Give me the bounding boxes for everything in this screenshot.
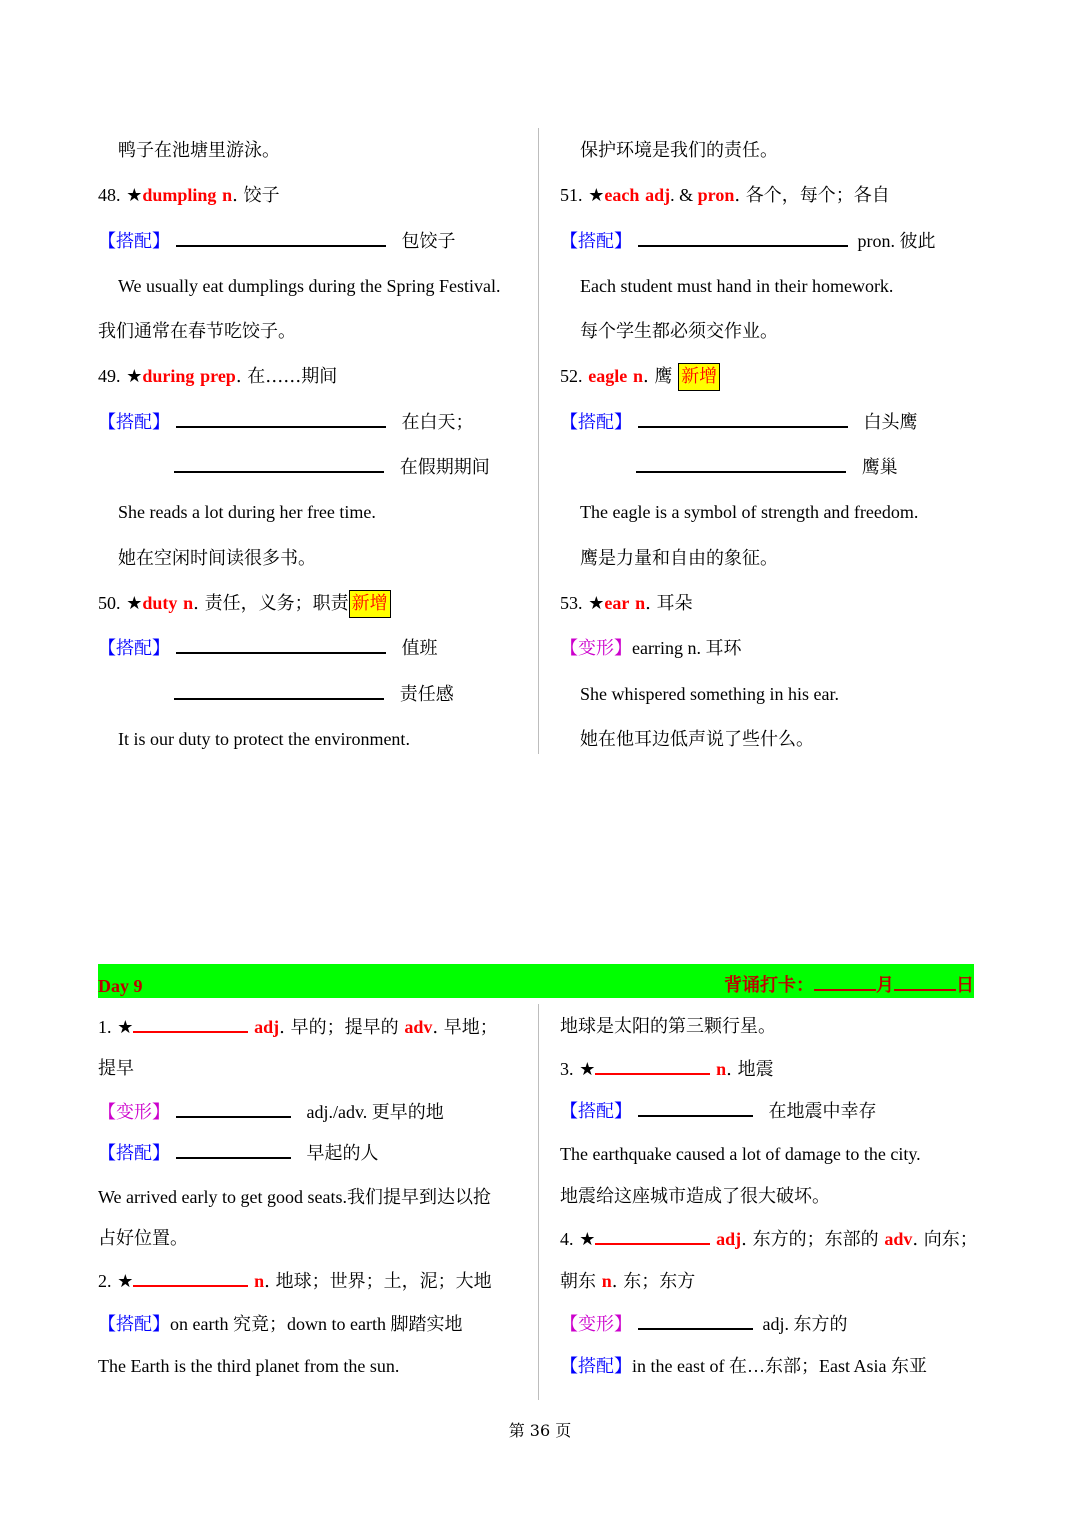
headword-blank[interactable] [133, 1269, 248, 1287]
answer-blank[interactable] [638, 1312, 753, 1330]
collocation-tag: 【搭配】 [98, 230, 170, 252]
example-english: The earthquake caused a lot of damage to the city. [560, 1144, 921, 1165]
part-of-speech: n [601, 1271, 612, 1292]
collocation-tag: 【搭配】 [560, 1100, 632, 1122]
entry-number: 52. [560, 366, 583, 387]
meaning: . 东方的；东部的 [741, 1228, 879, 1250]
word-entry-east [560, 1218, 1000, 1260]
part-of-speech: adj [254, 1017, 280, 1037]
answer-blank[interactable] [176, 410, 386, 428]
example-english: It is our duty to protect the environment. [118, 728, 410, 749]
example-chinese: 保护环境是我们的责任。 [580, 140, 778, 161]
word-form: adj./adv. 更早的地 [306, 1101, 444, 1122]
example-chinese: 地球是太阳的第三颗行星。 [560, 1016, 776, 1037]
headword: eagle [588, 366, 628, 387]
collocation-tag: 【搭配】 [560, 230, 632, 252]
headword-blank[interactable] [595, 1227, 710, 1245]
answer-blank[interactable] [176, 229, 386, 247]
day-label: 日 [956, 975, 974, 996]
collocation-meaning: 责任感 [399, 683, 454, 705]
collocation-row [98, 1133, 534, 1175]
part-of-speech: adj [645, 185, 671, 206]
part-of-speech: n [254, 1271, 265, 1292]
right-column-bottom [560, 1006, 1000, 1388]
left-column-bottom [98, 1006, 534, 1388]
collocation-row [98, 219, 534, 264]
word-entry-early [98, 1006, 534, 1048]
answer-blank[interactable] [638, 229, 848, 247]
star-icon: ★ [579, 1228, 596, 1250]
collocation-meaning: 在白天； [401, 411, 474, 433]
meaning: . 早的；提早的 [279, 1017, 399, 1038]
collocation-tag: 【搭配】 [98, 1313, 170, 1335]
checkin-label: 背诵打卡： [724, 975, 814, 996]
star-icon: ★ [126, 185, 143, 207]
entry-number: 48. [98, 185, 121, 206]
column-divider-top [538, 128, 539, 754]
collocation-row [98, 672, 534, 717]
headword: dumpling [142, 185, 217, 206]
part-of-speech: n [716, 1059, 727, 1080]
collocation-meaning: 白头鹰 [863, 411, 918, 433]
meaning: . 耳朵 [645, 592, 693, 614]
collocation-tag: 【搭配】 [98, 638, 170, 660]
meaning: . 向东； [912, 1228, 978, 1250]
collocation-tag: 【搭配】 [98, 411, 170, 433]
word-entry-earthquake [560, 1048, 1000, 1090]
collocation-tag: 【搭配】 [98, 1143, 170, 1165]
entry-number: 51. [560, 185, 583, 206]
day-blank[interactable] [894, 973, 956, 991]
entry-number: 1. [98, 1017, 112, 1037]
example-english: She whispered something in his ear. [580, 683, 839, 704]
example-chinese: 每个学生都必须交作业。 [580, 321, 778, 343]
word-entry-duty [98, 581, 534, 626]
meaning: . 饺子 [232, 185, 280, 207]
part-of-speech: n [222, 185, 233, 206]
word-form-tag: 【变形】 [560, 1313, 632, 1335]
meaning: . 在……期间 [235, 366, 338, 388]
word-entry-eagle [560, 354, 980, 399]
example-chinese: 她在他耳边低声说了些什么。 [580, 728, 814, 750]
collocation-row [98, 445, 534, 490]
answer-blank[interactable] [636, 455, 846, 473]
headword: duty [142, 592, 178, 613]
example-chinese: 鸭子在池塘里游泳。 [118, 140, 280, 161]
part-of-speech: pron [697, 185, 735, 206]
star-icon: ★ [126, 366, 143, 388]
word-form-tag: 【变形】 [98, 1101, 170, 1123]
part-of-speech: adv [884, 1228, 913, 1249]
collocation-row [98, 400, 534, 445]
word-form-row [98, 1091, 534, 1133]
day-header-bar [98, 964, 974, 998]
new-badge: 新增 [678, 363, 720, 391]
example-chinese: 她在空闲时间读很多书。 [118, 547, 316, 569]
collocation-tag: 【搭配】 [560, 1356, 632, 1378]
example-sentence-continued: 占好位置。 [98, 1227, 188, 1249]
star-icon: ★ [117, 1271, 134, 1293]
meaning: 朝东 [560, 1271, 596, 1293]
answer-blank[interactable] [176, 1141, 291, 1159]
meaning: . 地震 [726, 1059, 774, 1081]
separator: . & [670, 185, 698, 206]
example-chinese: 地震给这座城市造成了很大破坏。 [560, 1185, 830, 1207]
word-entry-ear [560, 581, 980, 626]
page-number: 第 36 页 [508, 1421, 572, 1440]
collocation-meaning: 早起的人 [306, 1143, 379, 1165]
word-entry-dumpling [98, 173, 534, 218]
example-english: The Earth is the third planet from the sun. [98, 1356, 400, 1377]
meaning: . 责任，义务；职责 [193, 592, 349, 614]
answer-blank[interactable] [638, 410, 848, 428]
headword: each [604, 185, 640, 206]
star-icon: ★ [588, 592, 605, 614]
right-column-top [560, 128, 980, 762]
example-sentence: We arrived early to get good seats.我们提早到达以抢 [98, 1186, 491, 1207]
example-english: Each student must hand in their homework. [580, 275, 894, 296]
collocation-meaning: 包饺子 [401, 230, 456, 252]
meaning-continued [560, 1260, 1000, 1302]
part-of-speech: adv [404, 1017, 433, 1037]
part-of-speech: adj [716, 1228, 742, 1249]
collocation-meaning: 值班 [401, 638, 438, 660]
star-icon: ★ [579, 1059, 596, 1081]
example-english: She reads a lot during her free time. [118, 502, 376, 523]
collocation-row [98, 626, 534, 671]
entry-number: 49. [98, 366, 121, 387]
collocation-text: on earth 究竟；down to earth 脚踏实地 [170, 1313, 463, 1334]
part-of-speech: n [635, 592, 646, 613]
column-divider-bottom [538, 1004, 539, 1400]
star-icon: ★ [117, 1017, 134, 1038]
collocation-row [98, 1303, 534, 1345]
answer-blank[interactable] [638, 1099, 753, 1117]
headword: during [142, 366, 195, 387]
word-form: earring n. 耳环 [632, 638, 742, 659]
meaning: . 鹰 [642, 366, 673, 388]
word-entry-each [560, 173, 980, 218]
entry-number: 50. [98, 592, 121, 613]
collocation-row [560, 1091, 1000, 1133]
answer-blank[interactable] [174, 682, 384, 700]
collocation-row [560, 219, 980, 264]
recite-checkin [724, 964, 974, 1008]
meaning-continued: 提早 [98, 1058, 134, 1080]
headword: ear [604, 592, 630, 613]
star-icon: ★ [588, 185, 605, 207]
word-form-tag: 【变形】 [560, 638, 632, 660]
word-entry-earth [98, 1260, 534, 1302]
part-of-speech: n [183, 592, 194, 613]
collocation-meaning: 在假期期间 [399, 457, 490, 479]
meaning: . 东；东方 [611, 1271, 696, 1293]
part-of-speech: prep [200, 366, 236, 387]
answer-blank[interactable] [174, 455, 384, 473]
word-entry-during [98, 354, 534, 399]
part-of-speech: n [632, 366, 643, 387]
collocation-meaning: 在地震中幸存 [768, 1100, 877, 1122]
meaning: . 早地； [432, 1017, 498, 1038]
example-english: The eagle is a symbol of strength and freedom. [580, 502, 919, 523]
example-english: We usually eat dumplings during the Spring Festival. [118, 275, 501, 296]
example-chinese: 鹰是力量和自由的象征。 [580, 547, 778, 569]
headword-blank[interactable] [595, 1057, 710, 1075]
entry-number: 4. [560, 1228, 574, 1249]
word-form-row [560, 626, 980, 671]
star-icon: ★ [126, 592, 143, 614]
collocation-row [560, 400, 980, 445]
collocation-text: in the east of 在…东部；East Asia 东亚 [632, 1356, 927, 1377]
answer-blank[interactable] [176, 1100, 291, 1118]
new-badge: 新增 [349, 590, 391, 618]
collocation-row [560, 1345, 1000, 1387]
month-label: 月 [876, 975, 894, 996]
collocation-row [560, 445, 980, 490]
word-form-row [560, 1303, 1000, 1345]
day-title: Day 9 [98, 976, 143, 996]
answer-blank[interactable] [176, 636, 386, 654]
entry-number: 53. [560, 592, 583, 613]
entry-number: 2. [98, 1271, 112, 1292]
collocation-tag: 【搭配】 [560, 411, 632, 433]
example-chinese: 我们通常在春节吃饺子。 [98, 321, 296, 343]
collocation-meaning: 鹰巢 [861, 457, 898, 479]
meaning: . 各个，每个；各自 [734, 185, 890, 207]
meaning: . 地球；世界；土，泥；大地 [264, 1271, 492, 1293]
word-form: adj. 东方的 [762, 1313, 848, 1334]
left-column-top [98, 128, 534, 762]
entry-number: 3. [560, 1059, 574, 1080]
headword-blank[interactable] [133, 1015, 248, 1033]
collocation-meaning: pron. 彼此 [857, 230, 936, 251]
month-blank[interactable] [814, 973, 876, 991]
